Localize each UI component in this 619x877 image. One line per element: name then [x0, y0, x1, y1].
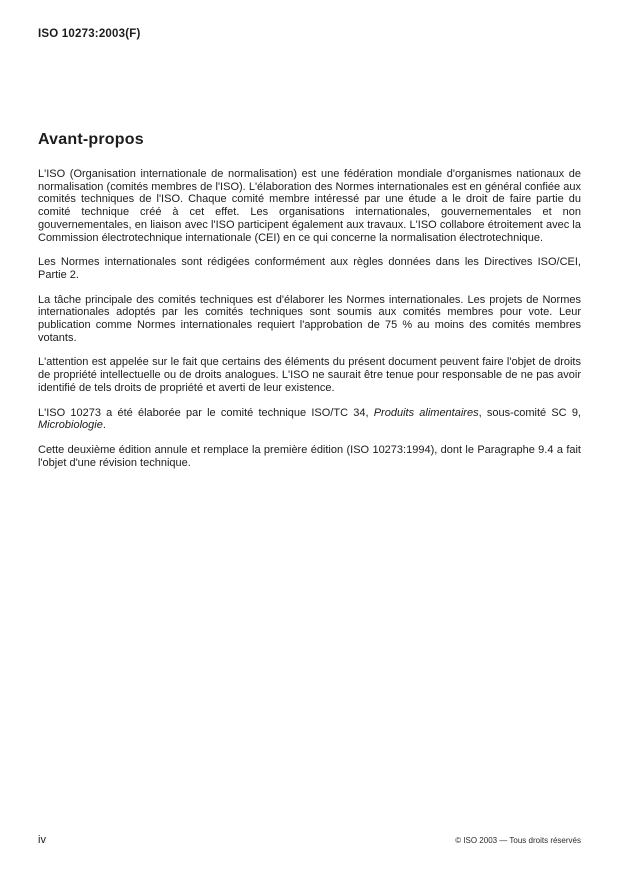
paragraph — [38, 444, 581, 469]
paragraph — [38, 356, 581, 394]
document-reference: ISO 10273:2003(F) — [38, 28, 141, 40]
copyright-notice: © ISO 2003 — Tous droits réservés — [455, 836, 581, 845]
paragraph — [38, 407, 581, 432]
page-number: iv — [38, 834, 46, 846]
paragraph-text: L'attention est appelée sur le fait que certains des éléments du présent document peuvent faire l'objet de droits de propriété intellectuelle ou de droits analogues. L'ISO ne saurait être tenue pour responsable de ne pas avoir identifié de tels droits de propriété et averti de leur existence. — [38, 356, 581, 394]
paragraph — [38, 256, 581, 281]
section-title: Avant-propos — [38, 131, 144, 148]
paragraph-text: Les Normes internationales sont rédigées conformément aux règles données dans les Directives ISO/CEI, Partie 2. — [38, 256, 581, 281]
document-body — [38, 131, 581, 481]
page-footer — [38, 834, 581, 846]
paragraph-text: La tâche principale des comités techniques est d'élaborer les Normes internationales. Les projets de Normes internationales adoptés par les comités techniques sont soumis aux comités membres pour vote. Leur publication comme Normes internationales requiert l'approbation de 75 % au moins des comités membres votants. — [38, 293, 581, 344]
paragraph-text: L'ISO (Organisation internationale de normalisation) est une fédération mondiale d'organismes nationaux de normalisation (comités membres de l'ISO). L'élaboration des Normes internationales est en général confiée aux comités techniques de l'ISO. Chaque comité membre intéressé par une étude a le droit de faire partie du comité technique créé à cet effet. Les organisations internationales, gouvernementales et non gouvernementales, en liaison avec l'ISO participent également aux travaux. L'ISO collabore étroitement avec la Commission électrotechnique internationale (CEI) en ce qui concerne la normalisation électrotechnique. — [38, 168, 581, 244]
paragraph-text: . — [102, 419, 106, 432]
paragraph-text: , sous-comité SC 9, — [478, 406, 581, 419]
page-header — [38, 28, 140, 40]
paragraph-list — [38, 168, 581, 469]
paragraph-text: Cette deuxième édition annule et remplace la première édition (ISO 10273:1994), dont le Paragraphe 9.4 a fait l'objet d'une révision technique. — [38, 443, 581, 469]
paragraph-text-italic: Microbiologie — [38, 419, 103, 432]
paragraph-text: L'ISO 10273 a été élaborée par le comité technique ISO/TC 34, — [38, 406, 374, 419]
paragraph — [38, 294, 581, 345]
paragraph — [38, 168, 581, 244]
paragraph-text-italic: Produits alimentaires — [373, 406, 479, 419]
